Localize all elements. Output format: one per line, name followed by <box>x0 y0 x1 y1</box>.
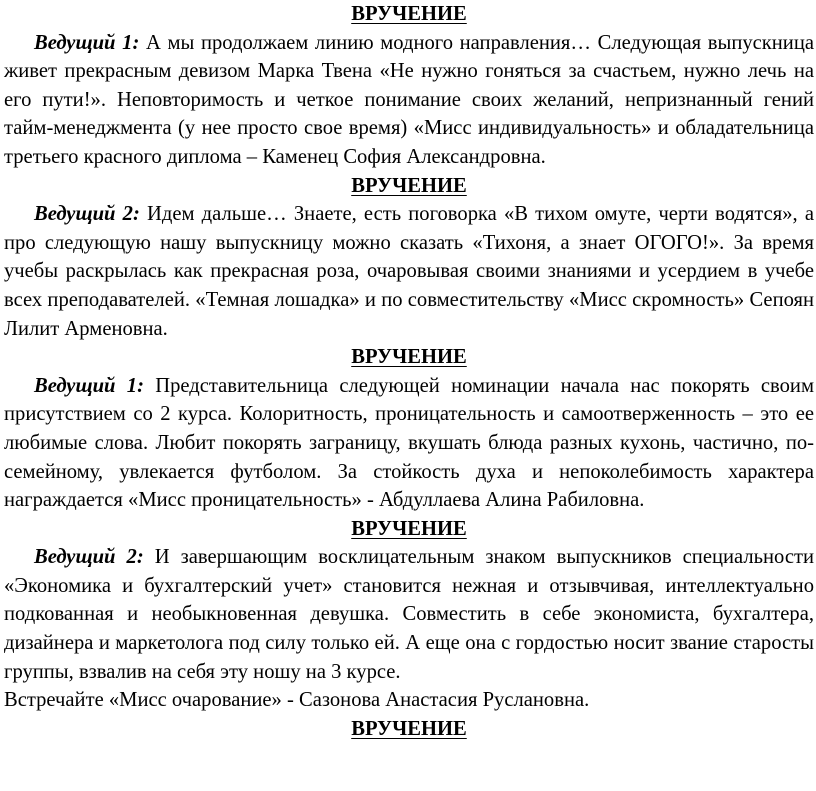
section-text-4: И завершающим восклицательным знаком выпускников специальности «Экономика и бухгалтерский учет» становится нежная и отзывчивая, интеллектуально подкованная и необыкновенная девушка. Совместить в себе экономиста, бухгалтера, дизайнера и маркетолога под силу только ей. А еще она с гордостью носит звание старосты группы, взвалив на себя эту ношу на 3 курсе. <box>4 546 814 683</box>
section-heading-3: ВРУЧЕНИЕ <box>351 346 467 369</box>
section-paragraph-1 <box>4 29 814 172</box>
section-paragraph-3 <box>4 372 814 515</box>
section-paragraph-2 <box>4 200 814 343</box>
speaker-label-1: Ведущий 1: <box>34 31 140 54</box>
section-heading-1: ВРУЧЕНИЕ <box>351 3 467 25</box>
section-heading-2: ВРУЧЕНИЕ <box>351 174 467 197</box>
section-paragraph-4 <box>4 543 814 686</box>
speaker-label-4: Ведущий 2: <box>34 546 144 569</box>
section-text-3: Представительница следующей номинации начала нас покорять своим присутствием со 2 курса. Колоритность, проницательность и самоотверженность – это ее любимые слова. Любит покорять заграницу, вкушать блюда разных кухонь, частично, по-семейному, увлекается футболом. За стойкость духа и непоколебимость характера награждается «Мисс проницательность» - Абдуллаева Алина Рабиловна. <box>4 374 814 512</box>
final-heading: ВРУЧЕНИЕ <box>351 717 467 740</box>
speaker-label-2: Ведущий 2: <box>34 203 140 226</box>
speaker-label-3: Ведущий 1: <box>34 374 144 397</box>
section-heading-4: ВРУЧЕНИЕ <box>351 517 467 540</box>
section-text-1: А мы продолжаем линию модного направления… Следующая выпускница живет прекрасным девизом Марка Твена «Не нужно гоняться за счастьем, нужно лечь на его пути!». Неповторимость и четкое понимание своих желаний, непризнанный гений тайм-менеджмента (у нее просто свое время) «Мисс индивидуальность» и обладательница третьего красного диплома – Каменец София Александровна. <box>4 31 814 168</box>
section-extra-line-4: Встречайте «Мисс очарование» - Сазонова Анастасия Руслановна. <box>4 689 590 712</box>
section-text-2: Идем дальше… Знаете, есть поговорка «В тихом омуте, черти водятся», а про следующую нашу выпускницу можно сказать «Тихоня, а знает ОГОГО!». За время учебы раскрылась как прекрасная роза, очаровывая своими знаниями и усердием в учебе всех преподавателей. «Темная лошадка» и по совместительству «Мисс скромность» Сепоян Лилит Арменовна. <box>4 203 814 340</box>
